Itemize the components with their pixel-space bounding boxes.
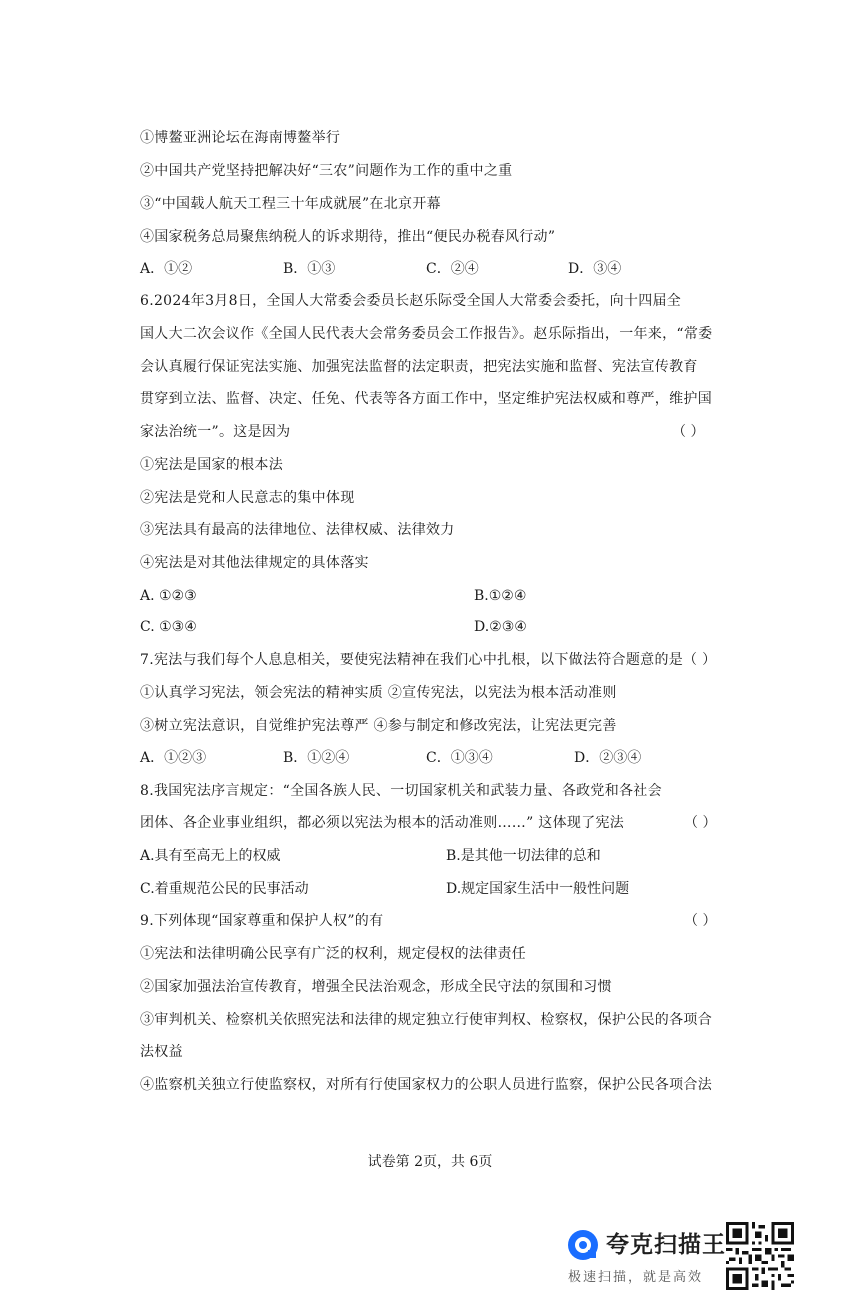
- q7-option-c: C．①③④: [426, 750, 493, 766]
- q9-item-3-cont: 法权益: [140, 1044, 183, 1060]
- q7-option-d: D．②③④: [574, 750, 642, 766]
- q5-item-2: ②中国共产党坚持把解决好“三农”问题作为工作的重中之重: [140, 163, 513, 179]
- qr-code-icon: [726, 1222, 794, 1290]
- q8-option-a: A.具有至高无上的权威: [140, 848, 281, 864]
- q9-item-1: ①宪法和法律明确公民享有广泛的权利，规定侵权的法律责任: [140, 946, 527, 962]
- q7-option-a: A．①②③: [140, 750, 207, 766]
- q8-stem-line-2: 团体、各企业事业组织，都必须以宪法为根本的活动准则……” 这体现了宪法: [140, 815, 625, 831]
- q5-item-4: ④国家税务总局聚焦纳税人的诉求期待，推出“便民办税春风行动”: [140, 229, 556, 245]
- q8-option-b: B.是其他一切法律的总和: [446, 848, 601, 864]
- q6-item-3: ③宪法具有最高的法律地位、法律权威、法律效力: [140, 522, 455, 538]
- watermark-slogan: 极速扫描，就是高效: [568, 1270, 704, 1285]
- q6-option-c: C. ①③④: [140, 619, 197, 635]
- q7-stem: 7.宪法与我们每个人息息相关，要使宪法精神在我们心中扎根，以下做法符合题意的是（ ）: [140, 652, 717, 668]
- q6-stem-line-4: 贯穿到立法、监督、决定、任免、代表等各方面工作中，坚定维护宪法权威和尊严，维护国: [140, 391, 712, 407]
- q5-option-d: D．③④: [568, 261, 622, 277]
- q8-option-c: C.着重规范公民的民事活动: [140, 881, 309, 897]
- q5-option-b: B．①③: [283, 261, 336, 277]
- q7-items-row-2: ③树立宪法意识，自觉维护宪法尊严 ④参与制定和修改宪法，让宪法更完善: [140, 718, 617, 734]
- q9-item-4: ④监察机关独立行使监察权，对所有行使国家权力的公职人员进行监察，保护公民各项合法: [140, 1077, 712, 1093]
- q8-stem-line-1: 8.我国宪法序言规定：“全国各族人民、一切国家机关和武装力量、各政党和各社会: [140, 783, 662, 799]
- watermark-brand: 夸克扫描王: [606, 1232, 726, 1258]
- q6-answer-paren: （ ）: [672, 424, 705, 440]
- q5-item-1: ①博鳌亚洲论坛在海南博鳌举行: [140, 130, 341, 146]
- q6-stem-line-3: 会认真履行保证宪法实施、加强宪法监督的法定职责，把宪法实施和监督、宪法宣传教育: [140, 359, 698, 375]
- q9-answer-paren: （ ）: [684, 913, 717, 929]
- q7-items-row-1: ①认真学习宪法，领会宪法的精神实质 ②宣传宪法，以宪法为根本活动准则: [140, 685, 617, 701]
- q6-stem-line-1: 6.2024年3月8日，全国人大常委会委员长赵乐际受全国人大常委会委托，向十四届全: [140, 293, 682, 309]
- q9-item-3: ③审判机关、检察机关依照宪法和法律的规定独立行使审判权、检察权，保护公民的各项合: [140, 1012, 712, 1028]
- q5-item-3: ③“中国载人航天工程三十年成就展”在北京开幕: [140, 196, 441, 212]
- q8-answer-paren: （ ）: [684, 815, 717, 831]
- q6-item-1: ①宪法是国家的根本法: [140, 457, 283, 473]
- page-footer: 试卷第 2页，共 6页: [367, 1154, 493, 1170]
- q5-option-a: A．①②: [140, 261, 193, 277]
- q6-option-b: B.①②④: [474, 588, 527, 604]
- q9-stem: 9.下列体现“国家尊重和保护人权”的有: [140, 913, 384, 929]
- q6-item-2: ②宪法是党和人民意志的集中体现: [140, 490, 355, 506]
- q6-stem-line-5: 家法治统一”。这是因为: [140, 424, 291, 440]
- q8-option-d: D.规定国家生活中一般性问题: [446, 881, 630, 897]
- q7-option-b: B．①②④: [283, 750, 350, 766]
- q6-option-a: A. ①②③: [140, 588, 197, 604]
- scanner-watermark: [566, 1222, 796, 1294]
- q6-stem-line-2: 国人大二次会议作《全国人民代表大会常务委员会工作报告》。赵乐际指出，一年来，“常委: [140, 326, 713, 342]
- q6-option-d: D.②③④: [474, 619, 527, 635]
- quark-logo-icon: [566, 1228, 600, 1262]
- q5-option-c: C．②④: [426, 261, 479, 277]
- q6-item-4: ④宪法是对其他法律规定的具体落实: [140, 555, 369, 571]
- q9-item-2: ②国家加强法治宣传教育，增强全民法治观念，形成全民守法的氛围和习惯: [140, 979, 612, 995]
